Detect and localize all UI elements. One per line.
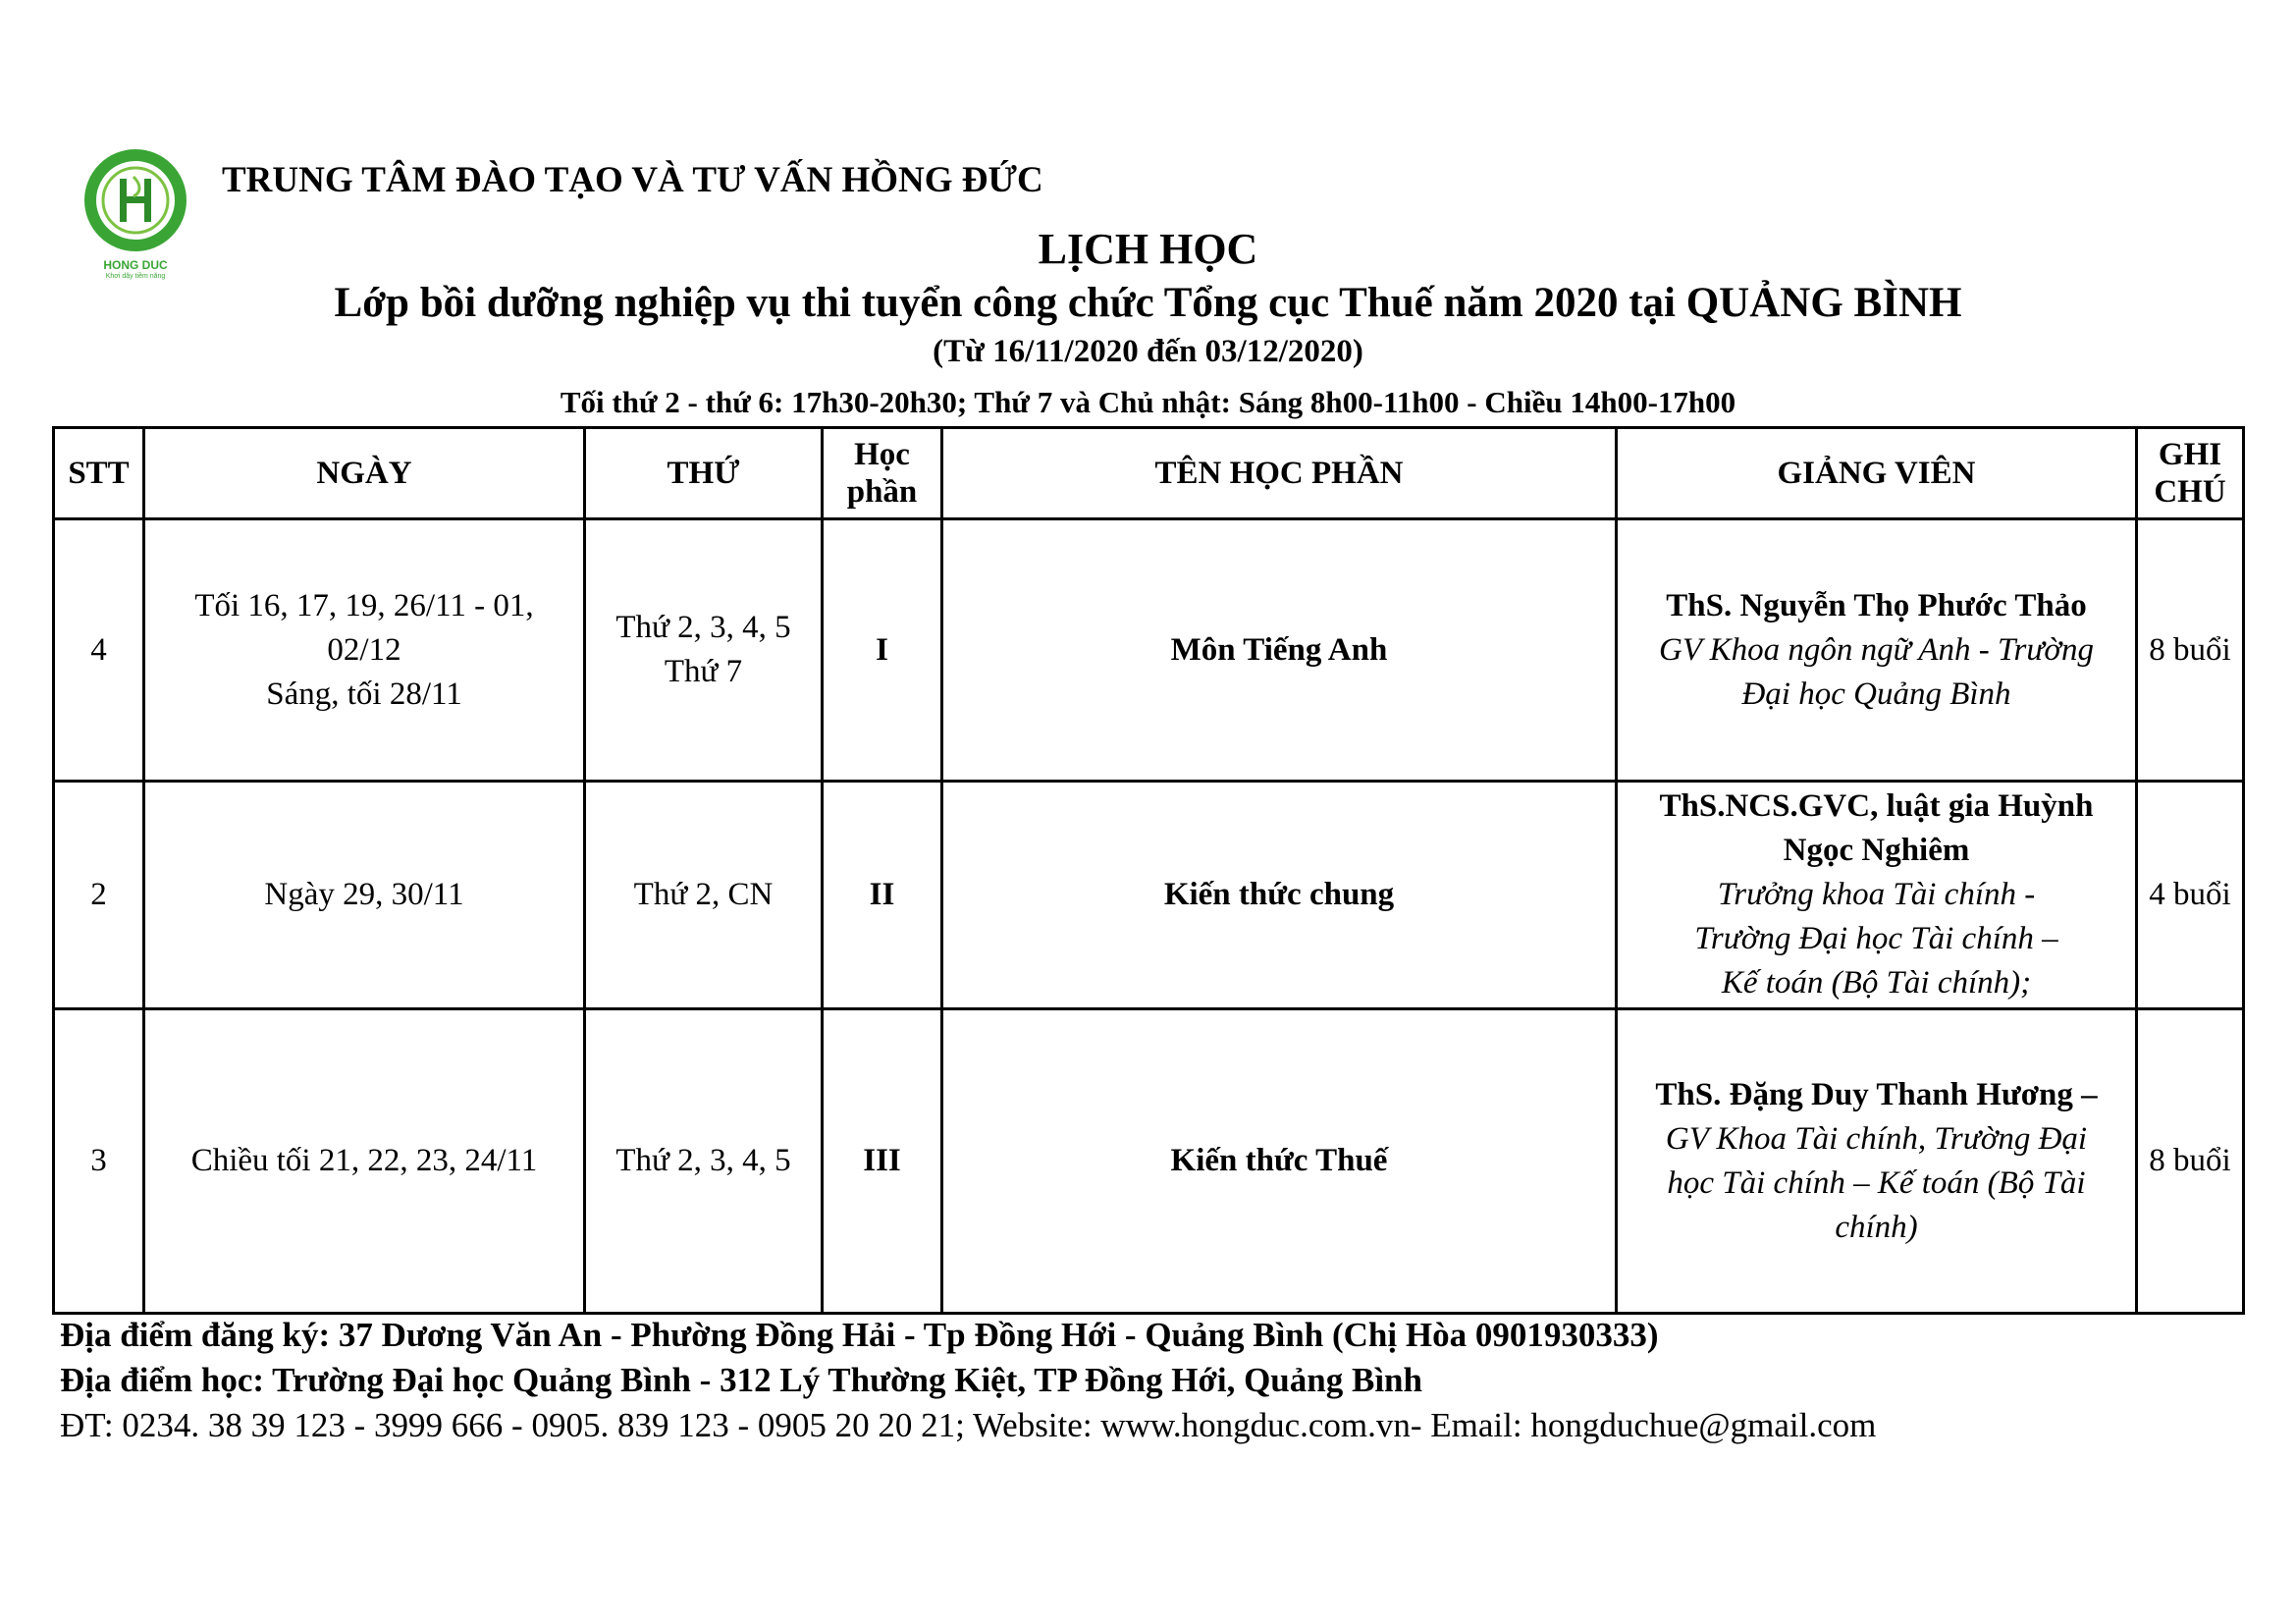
cell-ten-hoc-phan: Môn Tiếng Anh (942, 519, 1617, 782)
venue-address: Địa điểm học: Trường Đại học Quảng Bình - 312 Lý Thường Kiệt, TP Đồng Hới, Quảng Bình (60, 1361, 1422, 1399)
cell-ngay (144, 519, 585, 782)
table-row (54, 782, 2244, 1009)
cell-giang-vien (1617, 782, 2137, 1009)
organization-name: TRUNG TÂM ĐÀO TẠO VÀ TƯ VẤN HỒNG ĐỨC (222, 160, 1043, 200)
time-note: Tối thứ 2 - thứ 6: 17h30-20h30; Thứ 7 và Chủ nhật: Sáng 8h00-11h00 - Chiều 14h00-17h00 (560, 385, 1736, 419)
cell-hoc-phan: II (823, 782, 942, 1009)
lecturer-name: ThS. Nguyễn Thọ Phước Thảo (1666, 587, 2087, 623)
header-ghi-chu (2137, 428, 2244, 519)
cell-giang-vien (1617, 519, 2137, 782)
page-title: LỊCH HỌC (1038, 225, 1258, 273)
cell-stt: 2 (54, 782, 144, 1009)
lecturer-desc-line-1: Trưởng khoa Tài chính - (1717, 877, 2036, 912)
lecturer-desc-line-1: GV Khoa Tài chính, Trường Đại (1665, 1120, 2088, 1157)
header-ngay: NGÀY (144, 428, 585, 519)
cell-thu: Thứ 2, 3, 4, 5 (585, 1009, 823, 1314)
cell-ghi-chu: 4 buổi (2137, 782, 2244, 1009)
header-hoc-phan (823, 428, 942, 519)
lecturer-name-line-1: ThS.NCS.GVC, luật gia Huỳnh (1659, 788, 2094, 824)
lecturer-name: ThS. Đặng Duy Thanh Hương – (1655, 1076, 2098, 1112)
cell-thu-line-2: Thứ 7 (664, 654, 743, 689)
page-subtitle: Lớp bồi dưỡng nghiệp vụ thi tuyển công chức Tổng cục Thuế năm 2020 tại QUẢNG BÌNH (334, 280, 1962, 326)
table-row (54, 519, 2244, 782)
contact-info: ĐT: 0234. 38 39 123 - 3999 666 - 0905. 839 123 - 0905 20 20 21; Website: www.hongduc.com.vn- Email: hongduchue@gmail.com (60, 1406, 1877, 1444)
header-ten-hoc-phan: TÊN HỌC PHẦN (942, 428, 1617, 519)
cell-ngay: Chiều tối 21, 22, 23, 24/11 (144, 1009, 585, 1314)
cell-ngay: Ngày 29, 30/11 (144, 782, 585, 1009)
cell-stt: 3 (54, 1009, 144, 1314)
cell-hoc-phan: I (823, 519, 942, 782)
header-thu: THỨ (585, 428, 823, 519)
logo-tagline: Khơi dậy tiềm năng (105, 273, 166, 280)
lecturer-desc-line-3: Kế toán (Bộ Tài chính); (1721, 965, 2032, 1001)
header-ghi-chu-line-2: CHÚ (2154, 474, 2226, 510)
header-hoc-phan-line-2: phần (846, 474, 918, 510)
cell-thu: Thứ 2, CN (585, 782, 823, 1009)
table-header-row (54, 428, 2244, 519)
cell-ngay-line-2: 02/12 (327, 631, 401, 668)
cell-ghi-chu: 8 buổi (2137, 519, 2244, 782)
lecturer-desc-line-2: Đại học Quảng Bình (1741, 676, 2011, 712)
registration-address: Địa điểm đăng ký: 37 Dương Văn An - Phường Đồng Hải - Tp Đồng Hới - Quảng Bình (Chị Hòa 0901930333) (60, 1316, 1659, 1354)
cell-ngay-line-1: Tối 16, 17, 19, 26/11 - 01, (194, 587, 534, 623)
lecturer-desc-line-2: Trường Đại học Tài chính – (1694, 921, 2058, 956)
header-giang-vien: GIẢNG VIÊN (1617, 428, 2137, 519)
table-row (54, 1009, 2244, 1314)
logo-text: HONG DUC (103, 258, 168, 272)
cell-hoc-phan: III (823, 1009, 942, 1314)
lecturer-desc-line-1: GV Khoa ngôn ngữ Anh - Trường (1659, 631, 2094, 668)
header-ghi-chu-line-1: GHI (2158, 437, 2222, 472)
cell-thu (585, 519, 823, 782)
cell-ghi-chu: 8 buổi (2137, 1009, 2244, 1314)
date-range: (Từ 16/11/2020 đến 03/12/2020) (933, 334, 1363, 369)
cell-ten-hoc-phan: Kiến thức Thuế (942, 1009, 1617, 1314)
lecturer-name-line-2: Ngọc Nghiêm (1783, 833, 1970, 868)
cell-ngay-line-3: Sáng, tối 28/11 (266, 676, 462, 712)
header-stt: STT (54, 428, 144, 519)
lecturer-desc-line-2: học Tài chính – Kế toán (Bộ Tài (1667, 1164, 2086, 1201)
lecturer-desc-line-3: chính) (1835, 1209, 1918, 1245)
header-hoc-phan-line-1: Học (854, 437, 910, 472)
cell-giang-vien (1617, 1009, 2137, 1314)
cell-ten-hoc-phan: Kiến thức chung (942, 782, 1617, 1009)
cell-thu-line-1: Thứ 2, 3, 4, 5 (615, 610, 791, 645)
cell-stt: 4 (54, 519, 144, 782)
schedule-table (52, 426, 2245, 1315)
